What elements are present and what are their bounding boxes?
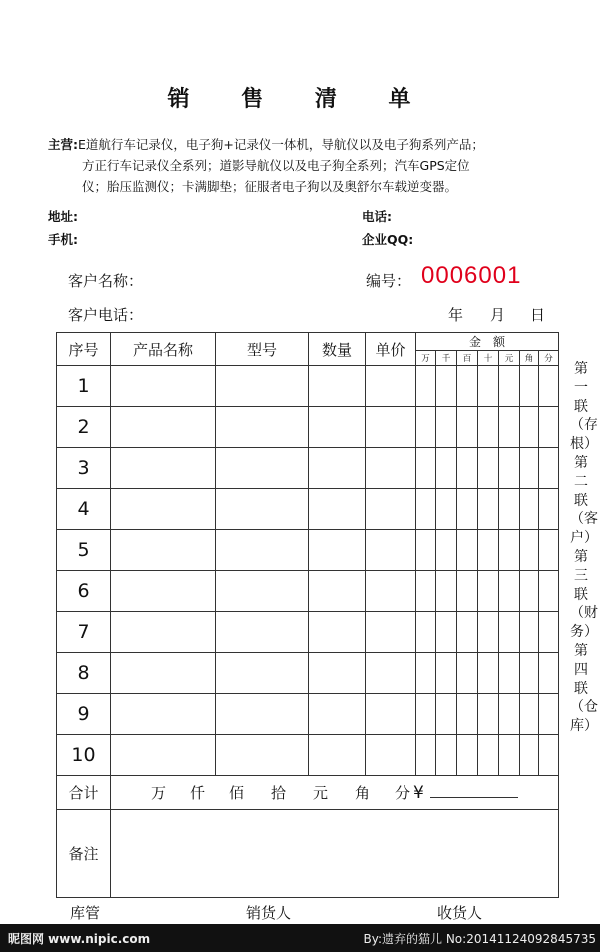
customer-name-label: 客户名称： xyxy=(68,272,144,290)
amount-cell[interactable] xyxy=(499,407,520,448)
amount-cell[interactable] xyxy=(436,530,457,571)
amount-cell[interactable] xyxy=(457,612,478,653)
serial-label: 编号： xyxy=(366,272,412,290)
qq-label: 企业QQ: xyxy=(362,232,414,247)
currency-symbol: ¥ xyxy=(413,783,424,803)
total-unit: 拾 xyxy=(271,784,287,802)
amount-cell[interactable] xyxy=(416,366,436,407)
table-row xyxy=(57,571,559,612)
product-cell[interactable] xyxy=(111,571,216,612)
amount-cell[interactable] xyxy=(520,448,539,489)
storekeeper-label: 库管 xyxy=(70,904,101,922)
amount-cell[interactable] xyxy=(520,366,539,407)
amount-cell[interactable] xyxy=(416,735,436,776)
row-index: 6 xyxy=(57,571,111,612)
table-row xyxy=(57,366,559,407)
header-model: 型号 xyxy=(216,333,309,366)
qty-cell[interactable] xyxy=(309,735,366,776)
header-product: 产品名称 xyxy=(111,333,216,366)
price-cell[interactable] xyxy=(366,448,416,489)
amount-cell[interactable] xyxy=(436,448,457,489)
amount-cell[interactable] xyxy=(520,489,539,530)
business-label: 主营: xyxy=(48,137,78,152)
amount-cell[interactable] xyxy=(520,735,539,776)
total-unit: 佰 xyxy=(229,784,245,802)
copy-labels xyxy=(570,360,598,736)
model-cell[interactable] xyxy=(216,735,309,776)
amount-cell[interactable] xyxy=(478,694,499,735)
qty-cell[interactable] xyxy=(309,366,366,407)
amount-cell[interactable] xyxy=(499,366,520,407)
amount-cell[interactable] xyxy=(457,571,478,612)
table-row xyxy=(57,448,559,489)
header-qty: 数量 xyxy=(309,333,366,366)
amount-cell[interactable] xyxy=(499,489,520,530)
row-index: 9 xyxy=(57,694,111,735)
serial-number: 0006001 xyxy=(421,262,522,289)
amount-unit: 分 xyxy=(539,351,559,366)
total-row xyxy=(57,776,559,810)
qty-cell[interactable] xyxy=(309,530,366,571)
amount-cell[interactable] xyxy=(457,530,478,571)
row-index: 5 xyxy=(57,530,111,571)
product-cell[interactable] xyxy=(111,653,216,694)
day-label: 日 xyxy=(530,306,546,324)
amount-cell[interactable] xyxy=(499,735,520,776)
amount-cell[interactable] xyxy=(416,448,436,489)
amount-cell[interactable] xyxy=(416,489,436,530)
amount-cell[interactable] xyxy=(499,694,520,735)
amount-cell[interactable] xyxy=(539,366,559,407)
header-index: 序号 xyxy=(57,333,111,366)
price-cell[interactable] xyxy=(366,407,416,448)
business-line-2: 方正行车记录仪全系列；道影导航仪以及电子狗全系列；汽车GPS定位 xyxy=(82,158,470,173)
model-cell[interactable] xyxy=(216,653,309,694)
price-cell[interactable] xyxy=(366,653,416,694)
amount-cell[interactable] xyxy=(499,612,520,653)
amount-cell[interactable] xyxy=(436,571,457,612)
remark-row xyxy=(57,810,559,898)
price-cell[interactable] xyxy=(366,530,416,571)
row-index: 1 xyxy=(57,366,111,407)
total-unit: 角 xyxy=(355,784,371,802)
total-unit: 万 xyxy=(151,784,167,802)
model-cell[interactable] xyxy=(216,530,309,571)
amount-cell[interactable] xyxy=(539,489,559,530)
phone-label: 电话: xyxy=(362,209,392,224)
model-cell[interactable] xyxy=(216,612,309,653)
year-label: 年 xyxy=(448,306,464,324)
amount-cell[interactable] xyxy=(416,653,436,694)
amount-cell[interactable] xyxy=(457,366,478,407)
qty-cell[interactable] xyxy=(309,489,366,530)
business-line-3: 仪；胎压监测仪；卡满脚垫；征服者电子狗以及奥舒尔车载逆变器。 xyxy=(82,179,458,194)
table-row xyxy=(57,612,559,653)
amount-cell[interactable] xyxy=(436,612,457,653)
table-row xyxy=(57,530,559,571)
row-index: 2 xyxy=(57,407,111,448)
price-cell[interactable] xyxy=(366,366,416,407)
model-cell[interactable] xyxy=(216,571,309,612)
row-index: 4 xyxy=(57,489,111,530)
amount-cell[interactable] xyxy=(416,612,436,653)
amount-unit: 百 xyxy=(457,351,478,366)
header-price: 单价 xyxy=(366,333,416,366)
amount-unit: 万 xyxy=(416,351,436,366)
price-cell[interactable] xyxy=(366,735,416,776)
total-unit: 分 xyxy=(395,784,411,802)
product-cell[interactable] xyxy=(111,448,216,489)
qty-cell[interactable] xyxy=(309,612,366,653)
amount-cell[interactable] xyxy=(436,366,457,407)
copy-4: 第四联（仓库） xyxy=(570,642,598,735)
remark-field[interactable] xyxy=(111,810,559,898)
amount-cell[interactable] xyxy=(436,407,457,448)
qty-cell[interactable] xyxy=(309,448,366,489)
table-row xyxy=(57,653,559,694)
amount-cell[interactable] xyxy=(539,530,559,571)
amount-cell[interactable] xyxy=(436,735,457,776)
amount-cell[interactable] xyxy=(436,694,457,735)
price-cell[interactable] xyxy=(366,489,416,530)
product-cell[interactable] xyxy=(111,735,216,776)
amount-cell[interactable] xyxy=(539,735,559,776)
customer-phone-label: 客户电话： xyxy=(68,306,144,324)
amount-cell[interactable] xyxy=(499,530,520,571)
amount-cell[interactable] xyxy=(520,530,539,571)
amount-cell[interactable] xyxy=(478,448,499,489)
amount-cell[interactable] xyxy=(436,489,457,530)
amount-cell[interactable] xyxy=(539,407,559,448)
amount-cell[interactable] xyxy=(499,448,520,489)
model-cell[interactable] xyxy=(216,448,309,489)
total-unit: 元 xyxy=(313,784,329,802)
amount-cell[interactable] xyxy=(457,653,478,694)
model-cell[interactable] xyxy=(216,694,309,735)
price-cell[interactable] xyxy=(366,571,416,612)
amount-cell[interactable] xyxy=(520,653,539,694)
amount-cell[interactable] xyxy=(457,694,478,735)
month-label: 月 xyxy=(490,306,506,324)
amount-cell[interactable] xyxy=(478,489,499,530)
table-row xyxy=(57,489,559,530)
amount-cell[interactable] xyxy=(416,530,436,571)
amount-cell[interactable] xyxy=(478,571,499,612)
table-row xyxy=(57,407,559,448)
address-label: 地址: xyxy=(48,209,78,224)
amount-cell[interactable] xyxy=(416,694,436,735)
amount-cell[interactable] xyxy=(539,448,559,489)
receiver-label: 收货人 xyxy=(437,904,483,922)
amount-cell[interactable] xyxy=(539,571,559,612)
amount-cell[interactable] xyxy=(478,653,499,694)
watermark-bar xyxy=(0,924,600,952)
qty-cell[interactable] xyxy=(309,571,366,612)
amount-unit: 角 xyxy=(520,351,539,366)
amount-cell[interactable] xyxy=(416,407,436,448)
copy-3: 第三联（财务） xyxy=(570,548,598,641)
amount-unit: 千 xyxy=(436,351,457,366)
amount-cell[interactable] xyxy=(436,653,457,694)
amount-cell[interactable] xyxy=(499,571,520,612)
amount-cell[interactable] xyxy=(520,694,539,735)
table-row xyxy=(57,735,559,776)
row-index: 10 xyxy=(57,735,111,776)
amount-cell[interactable] xyxy=(520,407,539,448)
product-cell[interactable] xyxy=(111,694,216,735)
copy-1: 第一联（存根） xyxy=(570,361,598,453)
total-underline xyxy=(430,785,518,798)
price-cell[interactable] xyxy=(366,612,416,653)
amount-cell[interactable] xyxy=(457,489,478,530)
amount-cell[interactable] xyxy=(520,612,539,653)
remark-label: 备注 xyxy=(57,810,111,898)
amount-unit: 元 xyxy=(499,351,520,366)
row-index: 3 xyxy=(57,448,111,489)
amount-cell[interactable] xyxy=(478,366,499,407)
product-cell[interactable] xyxy=(111,489,216,530)
amount-cell[interactable] xyxy=(478,612,499,653)
mobile-label: 手机: xyxy=(48,232,78,247)
amount-cell[interactable] xyxy=(457,735,478,776)
total-unit: 仟 xyxy=(190,784,206,802)
header-amount: 金 额 xyxy=(416,333,559,351)
amount-cell[interactable] xyxy=(520,571,539,612)
row-index: 8 xyxy=(57,653,111,694)
amount-cell[interactable] xyxy=(539,612,559,653)
product-cell[interactable] xyxy=(111,612,216,653)
business-description xyxy=(48,134,578,197)
qty-cell[interactable] xyxy=(309,653,366,694)
model-cell[interactable] xyxy=(216,366,309,407)
watermark-right: By:遗弃的猫儿 No:20141124092845735 xyxy=(363,932,596,946)
table-row xyxy=(57,694,559,735)
amount-cell[interactable] xyxy=(457,407,478,448)
sales-table xyxy=(56,332,559,898)
amount-cell[interactable] xyxy=(539,653,559,694)
amount-cell[interactable] xyxy=(539,694,559,735)
amount-unit: 十 xyxy=(478,351,499,366)
amount-cell[interactable] xyxy=(416,571,436,612)
total-label: 合计 xyxy=(57,776,111,810)
total-amount-field[interactable] xyxy=(111,776,559,810)
amount-cell[interactable] xyxy=(457,448,478,489)
model-cell[interactable] xyxy=(216,489,309,530)
amount-cell[interactable] xyxy=(478,407,499,448)
product-cell[interactable] xyxy=(111,530,216,571)
model-cell[interactable] xyxy=(216,407,309,448)
qty-cell[interactable] xyxy=(309,407,366,448)
table-body xyxy=(57,366,559,776)
product-cell[interactable] xyxy=(111,407,216,448)
page-title: 销 售 清 单 xyxy=(167,86,433,112)
copy-2: 第二联（客户） xyxy=(570,454,598,547)
business-line-1: E道航行车记录仪，电子狗+记录仪一体机，导航仪以及电子狗系列产品； xyxy=(78,137,484,152)
amount-cell[interactable] xyxy=(478,735,499,776)
watermark-left: 昵图网 www.nipic.com xyxy=(8,932,151,946)
amount-cell[interactable] xyxy=(478,530,499,571)
qty-cell[interactable] xyxy=(309,694,366,735)
row-index: 7 xyxy=(57,612,111,653)
amount-cell[interactable] xyxy=(499,653,520,694)
price-cell[interactable] xyxy=(366,694,416,735)
product-cell[interactable] xyxy=(111,366,216,407)
seller-label: 销货人 xyxy=(246,904,292,922)
